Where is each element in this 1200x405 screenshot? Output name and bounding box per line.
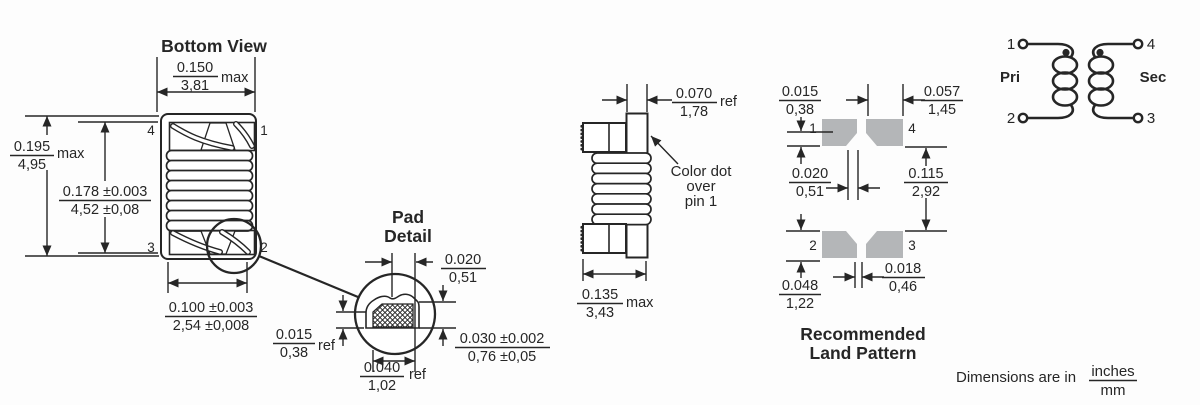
- pad-span-mm: 2,54 ±0,008: [172, 318, 250, 334]
- land-pin-3: 3: [908, 238, 916, 253]
- pin-2-label: 2: [260, 240, 268, 255]
- width-mm: 3,81: [180, 78, 210, 94]
- land-pin-1: 1: [809, 121, 817, 136]
- pri-polarity-dot: [1062, 49, 1069, 56]
- pad-detail-title-2: Detail: [384, 226, 432, 246]
- height-inner-inches: 0.178 ±0.003: [62, 184, 148, 200]
- sec-polarity-dot: [1096, 49, 1103, 56]
- land-pattern-title-1: Recommended: [800, 324, 926, 344]
- pad-top-mm: 0,51: [448, 270, 478, 286]
- pri-bottom-lead: [1028, 105, 1073, 118]
- pad-right-mm: 0,76 ±0,05: [467, 349, 537, 365]
- pad-span-inches: 0.100 ±0.003: [168, 300, 254, 316]
- pad-left-inches: 0.015: [275, 327, 313, 343]
- land-pin-2: 2: [809, 238, 817, 253]
- pad-bottom-suffix: ref: [409, 367, 426, 383]
- pad-detail-bottom-dim: [360, 350, 427, 394]
- height-inner-mm: 4,52 ±0,08: [70, 202, 140, 218]
- color-dot-line2: over: [686, 178, 716, 195]
- schematic: [1000, 36, 1166, 127]
- land-pad-height-dim: [779, 214, 821, 312]
- land-pad-height-mm: 1,22: [785, 296, 815, 312]
- side-top-suffix: ref: [720, 94, 737, 110]
- side-view: [577, 84, 738, 321]
- width-suffix: max: [221, 70, 249, 86]
- land-gap-top-mm: 0,51: [795, 184, 825, 200]
- units-prefix: Dimensions are in: [956, 369, 1077, 386]
- land-pad-width-mm: 1,45: [927, 102, 957, 118]
- pad-left-mm: 0,38: [279, 345, 309, 361]
- side-top-mm: 1,78: [679, 104, 709, 120]
- side-top-dim: [602, 84, 738, 120]
- pad-detail-left-dim: [273, 295, 366, 361]
- pin-4-label: 4: [147, 123, 155, 138]
- color-dot-callout: [651, 136, 732, 210]
- land-gap-top-dim: [789, 150, 880, 200]
- land-row-span-dim: [904, 147, 948, 231]
- side-bottom-cap: [582, 224, 627, 253]
- pin-1-label: 1: [260, 123, 268, 138]
- width-inches: 0.150: [176, 60, 214, 76]
- side-bottom-dim: [577, 259, 654, 321]
- color-dot-line3: pin 1: [684, 193, 718, 210]
- land-row-span-inches: 0.115: [908, 166, 944, 182]
- schematic-pin-2: 2: [1006, 110, 1016, 127]
- secondary-label: Sec: [1139, 69, 1167, 86]
- pad-detail: [273, 207, 550, 394]
- land-pad-3: [866, 231, 903, 258]
- height-outer-suffix: max: [57, 146, 85, 162]
- land-pad-width-inches: 0.057: [923, 84, 961, 100]
- bottom-view-width-dim: [157, 57, 255, 112]
- land-pad-2: [822, 231, 857, 258]
- detail-leader-line: [259, 256, 358, 297]
- side-bottom-inches: 0.135: [581, 287, 619, 303]
- pad-profile-hatch: [373, 304, 413, 327]
- land-chamfer-mm: 0,38: [785, 102, 815, 118]
- pad-left-suffix: ref: [318, 338, 335, 354]
- side-top-inches: 0.070: [675, 86, 713, 102]
- land-pattern: [779, 84, 963, 363]
- terminal-1: [1019, 40, 1027, 48]
- pad-bottom-inches: 0.040: [363, 360, 401, 376]
- sec-bottom-lead: [1093, 105, 1133, 118]
- land-pad-4: [866, 119, 903, 146]
- units-inches: inches: [1091, 363, 1135, 380]
- schematic-pin-4: 4: [1146, 36, 1156, 53]
- bottom-view-pad-span-dim: [165, 262, 257, 334]
- pad-detail-title-1: Pad: [391, 207, 425, 227]
- land-chamfer-inches: 0.015: [781, 84, 819, 100]
- terminal-4: [1134, 40, 1142, 48]
- pad-right-inches: 0.030 ±0.002: [459, 331, 545, 347]
- color-dot-line1: Color dot: [670, 163, 732, 180]
- land-pad-width-dim: [846, 84, 963, 118]
- pad-bottom-mm: 1,02: [367, 378, 397, 394]
- pin-3-label: 3: [147, 240, 155, 255]
- bottom-view-height-inner-dim: [59, 122, 158, 253]
- bottom-view: [10, 36, 358, 334]
- primary-label: Pri: [999, 69, 1021, 86]
- terminal-2: [1019, 114, 1027, 122]
- pad-top-inches: 0.020: [444, 252, 482, 268]
- land-gap-bottom-mm: 0,46: [888, 279, 918, 295]
- side-bottom-suffix: max: [626, 295, 654, 311]
- land-pad-height-inches: 0.048: [781, 278, 819, 294]
- land-pin-4: 4: [908, 121, 916, 136]
- side-top-cap: [582, 123, 627, 152]
- land-gap-top-inches: 0.020: [791, 166, 829, 182]
- units-mm: mm: [1100, 382, 1126, 399]
- units-note: [956, 363, 1137, 399]
- land-gap-bottom-inches: 0.018: [884, 261, 922, 277]
- height-outer-mm: 4,95: [17, 157, 47, 173]
- terminal-3: [1134, 114, 1142, 122]
- height-outer-inches: 0.195: [13, 139, 51, 155]
- land-gap-bottom-dim: [833, 261, 925, 295]
- schematic-pin-3: 3: [1146, 110, 1156, 127]
- land-row-span-mm: 2,92: [911, 184, 941, 200]
- bottom-view-title: Bottom View: [161, 36, 267, 56]
- side-bottom-mm: 3,43: [585, 305, 615, 321]
- land-pattern-title-2: Land Pattern: [809, 343, 917, 363]
- pad-detail-right-dim: [419, 285, 550, 365]
- side-coil: [592, 153, 651, 225]
- schematic-pin-1: 1: [1006, 36, 1016, 53]
